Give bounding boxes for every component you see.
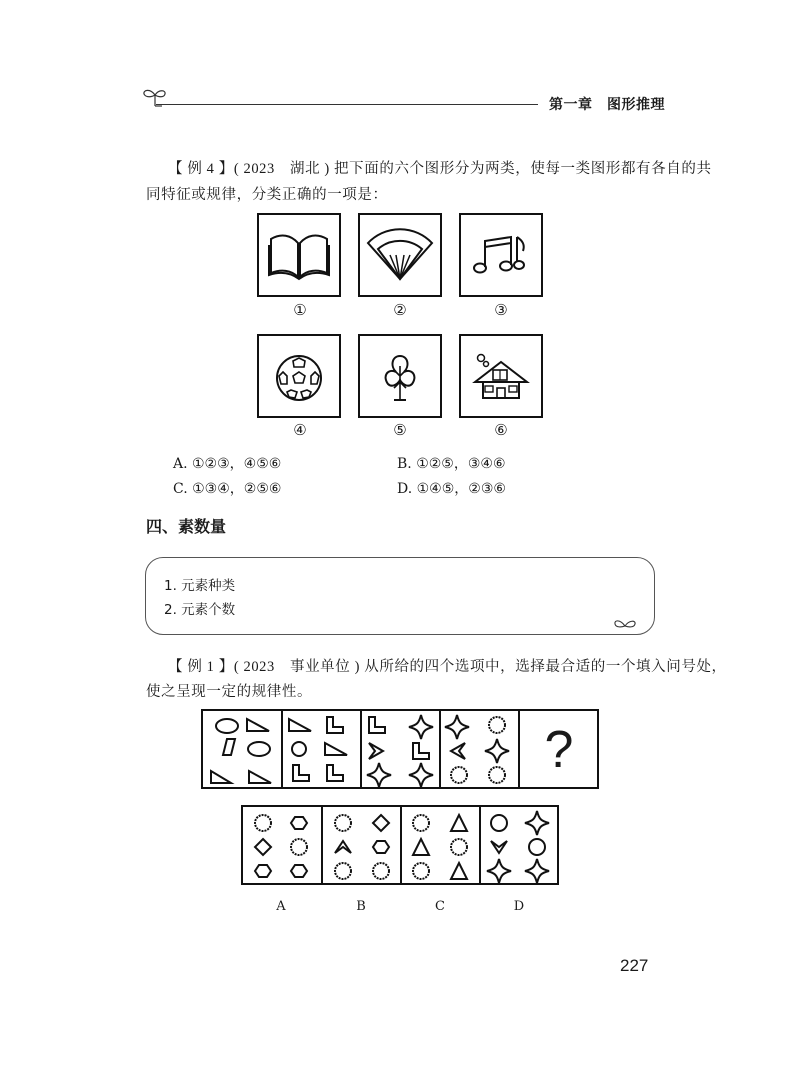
figure-1-number: ① [293, 301, 307, 319]
answer-letter-b[interactable]: B [356, 899, 366, 914]
chapter-title: 第一章 图形推理 [549, 97, 665, 113]
answer-letter-c[interactable]: C [435, 899, 445, 914]
figure-3-number: ③ [494, 301, 508, 319]
example1-line1: 【 例 1 】( 2023 事业单位 ) 从所给的四个选项中，选择最合适的一个填入问号处， [168, 659, 727, 675]
option-a[interactable]: A. ①②③，④⑤⑥ [173, 456, 282, 472]
section-title: 四、素数量 [146, 517, 227, 536]
figure-4 [257, 334, 341, 418]
figure-4-number: ④ [293, 421, 307, 439]
question-strip [201, 709, 599, 789]
figure-2 [358, 213, 442, 297]
figure-5 [358, 334, 442, 418]
figure-5-number: ⑤ [393, 421, 407, 439]
panel-2 [289, 717, 347, 781]
figure-1 [257, 213, 341, 297]
example4-line2: 同特征或规律，分类正确的一项是： [146, 187, 388, 203]
figure-6 [459, 334, 543, 418]
panel-1 [211, 719, 271, 783]
figure-3 [459, 213, 543, 297]
tip-item-2: 2. 元素个数 [164, 602, 236, 618]
figure-2-number: ② [393, 301, 407, 319]
answer-b [335, 815, 389, 879]
answer-a [255, 815, 307, 877]
club-tree-icon [360, 336, 440, 416]
header-rule [156, 104, 538, 105]
panel-3 [367, 715, 433, 787]
music-notes-icon [461, 215, 541, 295]
answer-panels [243, 807, 559, 885]
page-number: 227 [620, 956, 649, 975]
folding-fan-icon [360, 215, 440, 295]
answer-letter-a[interactable]: A [276, 899, 286, 914]
figure-6-number: ⑥ [494, 421, 508, 439]
question-mark: ? [544, 721, 574, 779]
soccer-ball-icon [259, 336, 339, 416]
open-book-icon [259, 215, 339, 295]
answer-strip [241, 805, 559, 885]
tip-item-1: 1. 元素种类 [164, 578, 236, 594]
option-c[interactable]: C. ①③④，②⑤⑥ [173, 481, 282, 497]
answer-d [487, 811, 549, 883]
example4-line1: 【 例 4 】( 2023 湖北 ) 把下面的六个图形分为两类，使每一类图形都有各自的共 [168, 161, 712, 177]
tip-box [145, 557, 655, 635]
answer-letter-d[interactable]: D [513, 899, 525, 914]
example1-line2: 使之呈现一定的规律性。 [146, 684, 313, 700]
option-d[interactable]: D. ①④⑤，②③⑥ [397, 481, 506, 497]
sprout-icon [612, 616, 638, 632]
answer-c [413, 815, 467, 879]
house-icon [461, 336, 541, 416]
option-b[interactable]: B. ①②⑤，③④⑥ [397, 456, 506, 472]
panel-4 [445, 715, 509, 783]
